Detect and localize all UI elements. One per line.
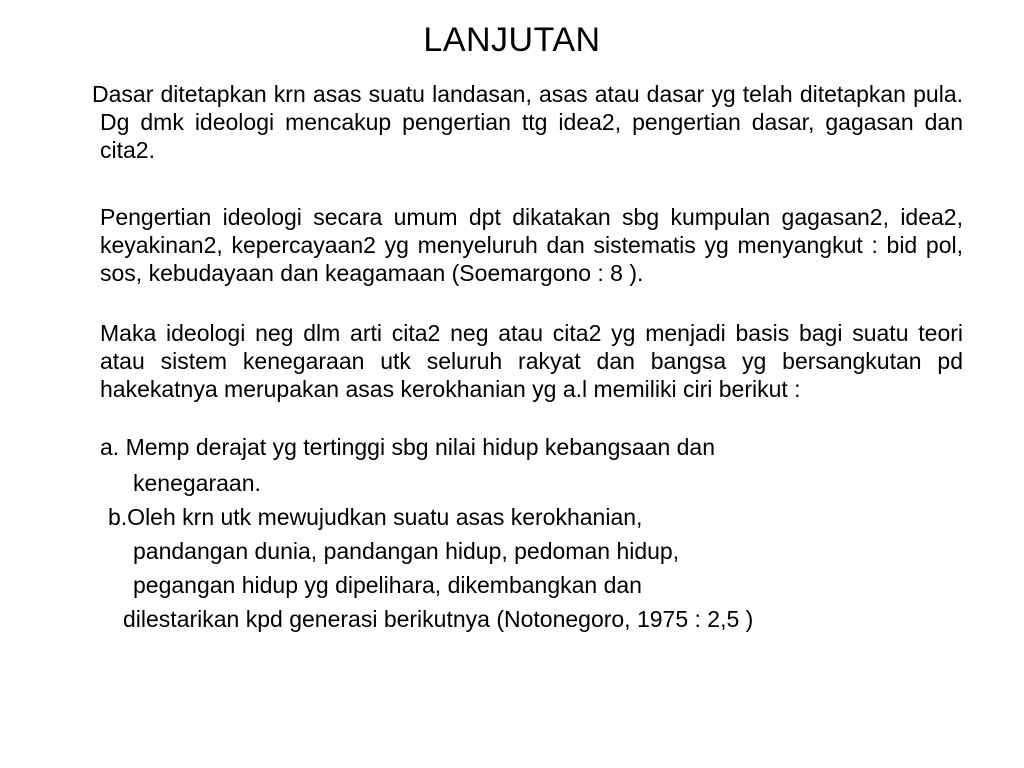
paragraph-pengertian-ideologi: Pengertian ideologi secara umum dpt dikatakan sbg kumpulan gagasan2, idea2, keyakinan2, kepercayaan2 yg menyeluruh dan sistematis yg menyangkut : bid pol, sos, kebudayaan dan keagamaan (Soemargono : 8 ). <box>100 204 963 286</box>
paragraph-ideologi-negara: Maka ideologi neg dlm arti cita2 neg atau cita2 yg menjadi basis bagi suatu teori atau sistem kenegaraan utk seluruh rakyat dan bangsa yg bersangkutan pd hakekatnya merupakan asas kerokhanian yg a.l memiliki ciri berikut : <box>100 320 963 402</box>
slide-title: LANJUTAN <box>423 21 601 59</box>
list-item-b-line-2: pandangan dunia, pandangan hidup, pedoman hidup, <box>133 538 680 564</box>
list-item-b-line-4: dilestarikan kpd generasi berikutnya (Notonegoro, 1975 : 2,5 ) <box>123 606 754 632</box>
paragraph-dasar: Dasar ditetapkan krn asas suatu landasan, asas atau dasar yg telah ditetapkan pula. Dg dmk ideologi mencakup pengertian ttg idea2, pengertian dasar, gagasan dan cita2. <box>92 81 963 163</box>
list-item-a-line-2: kenegaraan. <box>133 470 261 496</box>
list-item-b-line-3: pegangan hidup yg dipelihara, dikembangkan dan <box>133 572 642 598</box>
list-item-a-line-1: a. Memp derajat yg tertinggi sbg nilai hidup kebangsaan dan <box>100 434 716 460</box>
list-item-b-line-1: b.Oleh krn utk mewujudkan suatu asas kerokhanian, <box>108 504 643 530</box>
